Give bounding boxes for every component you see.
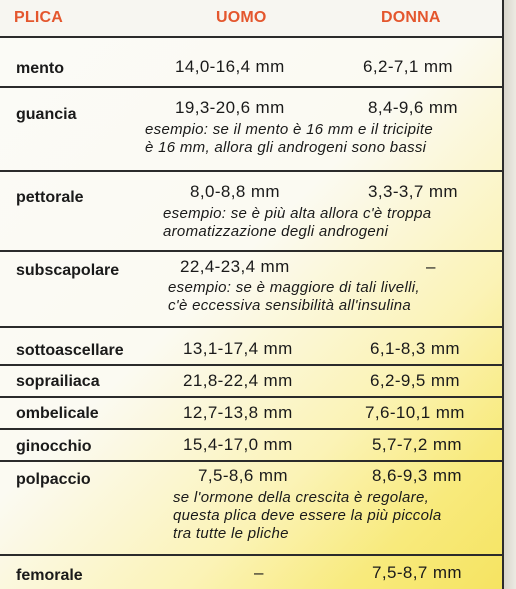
value-uomo: – xyxy=(254,563,264,582)
value-uomo: 8,0-8,8 mm xyxy=(190,182,280,201)
row-name: soprailiaca xyxy=(16,373,100,390)
row-name: ginocchio xyxy=(16,438,92,455)
table-row-sottoascellare xyxy=(0,328,504,366)
note-line: c'è eccessiva sensibilità all'insulina xyxy=(168,297,412,314)
value-donna: 7,5-8,7 mm xyxy=(372,563,462,582)
value-uomo: 21,8-22,4 mm xyxy=(183,371,293,390)
header-plica: PLICA xyxy=(14,9,63,26)
table-header xyxy=(0,0,504,38)
value-donna: 6,2-7,1 mm xyxy=(363,57,453,76)
page-edge xyxy=(504,0,516,589)
row-name: femorale xyxy=(16,567,83,584)
value-uomo: 19,3-20,6 mm xyxy=(175,98,285,117)
value-donna: 6,2-9,5 mm xyxy=(370,371,460,390)
value-uomo: 7,5-8,6 mm xyxy=(198,466,288,485)
note-line: esempio: se è più alta allora c'è troppa xyxy=(163,205,432,222)
row-note xyxy=(145,121,485,157)
value-uomo: 15,4-17,0 mm xyxy=(183,435,293,454)
value-donna: 3,3-3,7 mm xyxy=(368,182,458,201)
row-note xyxy=(163,205,503,241)
header-uomo: UOMO xyxy=(216,9,267,26)
row-name: sottoascellare xyxy=(16,342,124,359)
row-note xyxy=(168,279,508,315)
value-donna: 5,7-7,2 mm xyxy=(372,435,462,454)
table-row-pettorale xyxy=(0,172,504,252)
table-row-polpaccio xyxy=(0,462,504,556)
row-name: subscapolare xyxy=(16,262,120,279)
row-name: mento xyxy=(16,60,64,77)
row-name: pettorale xyxy=(16,189,84,206)
table-row-soprailiaca xyxy=(0,366,504,398)
note-line: è 16 mm, allora gli androgeni sono bassi xyxy=(145,139,427,156)
value-uomo: 13,1-17,4 mm xyxy=(183,339,293,358)
value-uomo: 12,7-13,8 mm xyxy=(183,403,293,422)
value-donna: 7,6-10,1 mm xyxy=(365,403,465,422)
table-row-subscapolare xyxy=(0,252,504,328)
note-line: questa plica deve essere la più piccola xyxy=(173,507,442,524)
row-name: polpaccio xyxy=(16,471,91,488)
value-donna: 8,4-9,6 mm xyxy=(368,98,458,117)
table-row-ginocchio xyxy=(0,430,504,462)
value-donna: 8,6-9,3 mm xyxy=(372,466,462,485)
note-line: tra tutte le pliche xyxy=(173,525,289,542)
value-uomo: 22,4-23,4 mm xyxy=(180,257,290,276)
note-line: se l'ormone della crescita è regolare, xyxy=(173,489,430,506)
note-line: esempio: se il mento è 16 mm e il tricipite xyxy=(145,121,434,138)
table-row-femorale xyxy=(0,556,504,589)
header-donna: DONNA xyxy=(381,9,441,26)
value-donna: – xyxy=(426,257,436,276)
row-name: ombelicale xyxy=(16,405,99,422)
note-line: aromatizzazione degli androgeni xyxy=(163,223,389,240)
value-donna: 6,1-8,3 mm xyxy=(370,339,460,358)
table-row-guancia xyxy=(0,88,504,172)
row-name: guancia xyxy=(16,106,77,123)
note-line: esempio: se è maggiore di tali livelli, xyxy=(168,279,420,296)
table-row-ombelicale xyxy=(0,398,504,430)
row-note xyxy=(173,489,513,543)
value-uomo: 14,0-16,4 mm xyxy=(175,57,285,76)
table-row-mento xyxy=(0,38,504,88)
